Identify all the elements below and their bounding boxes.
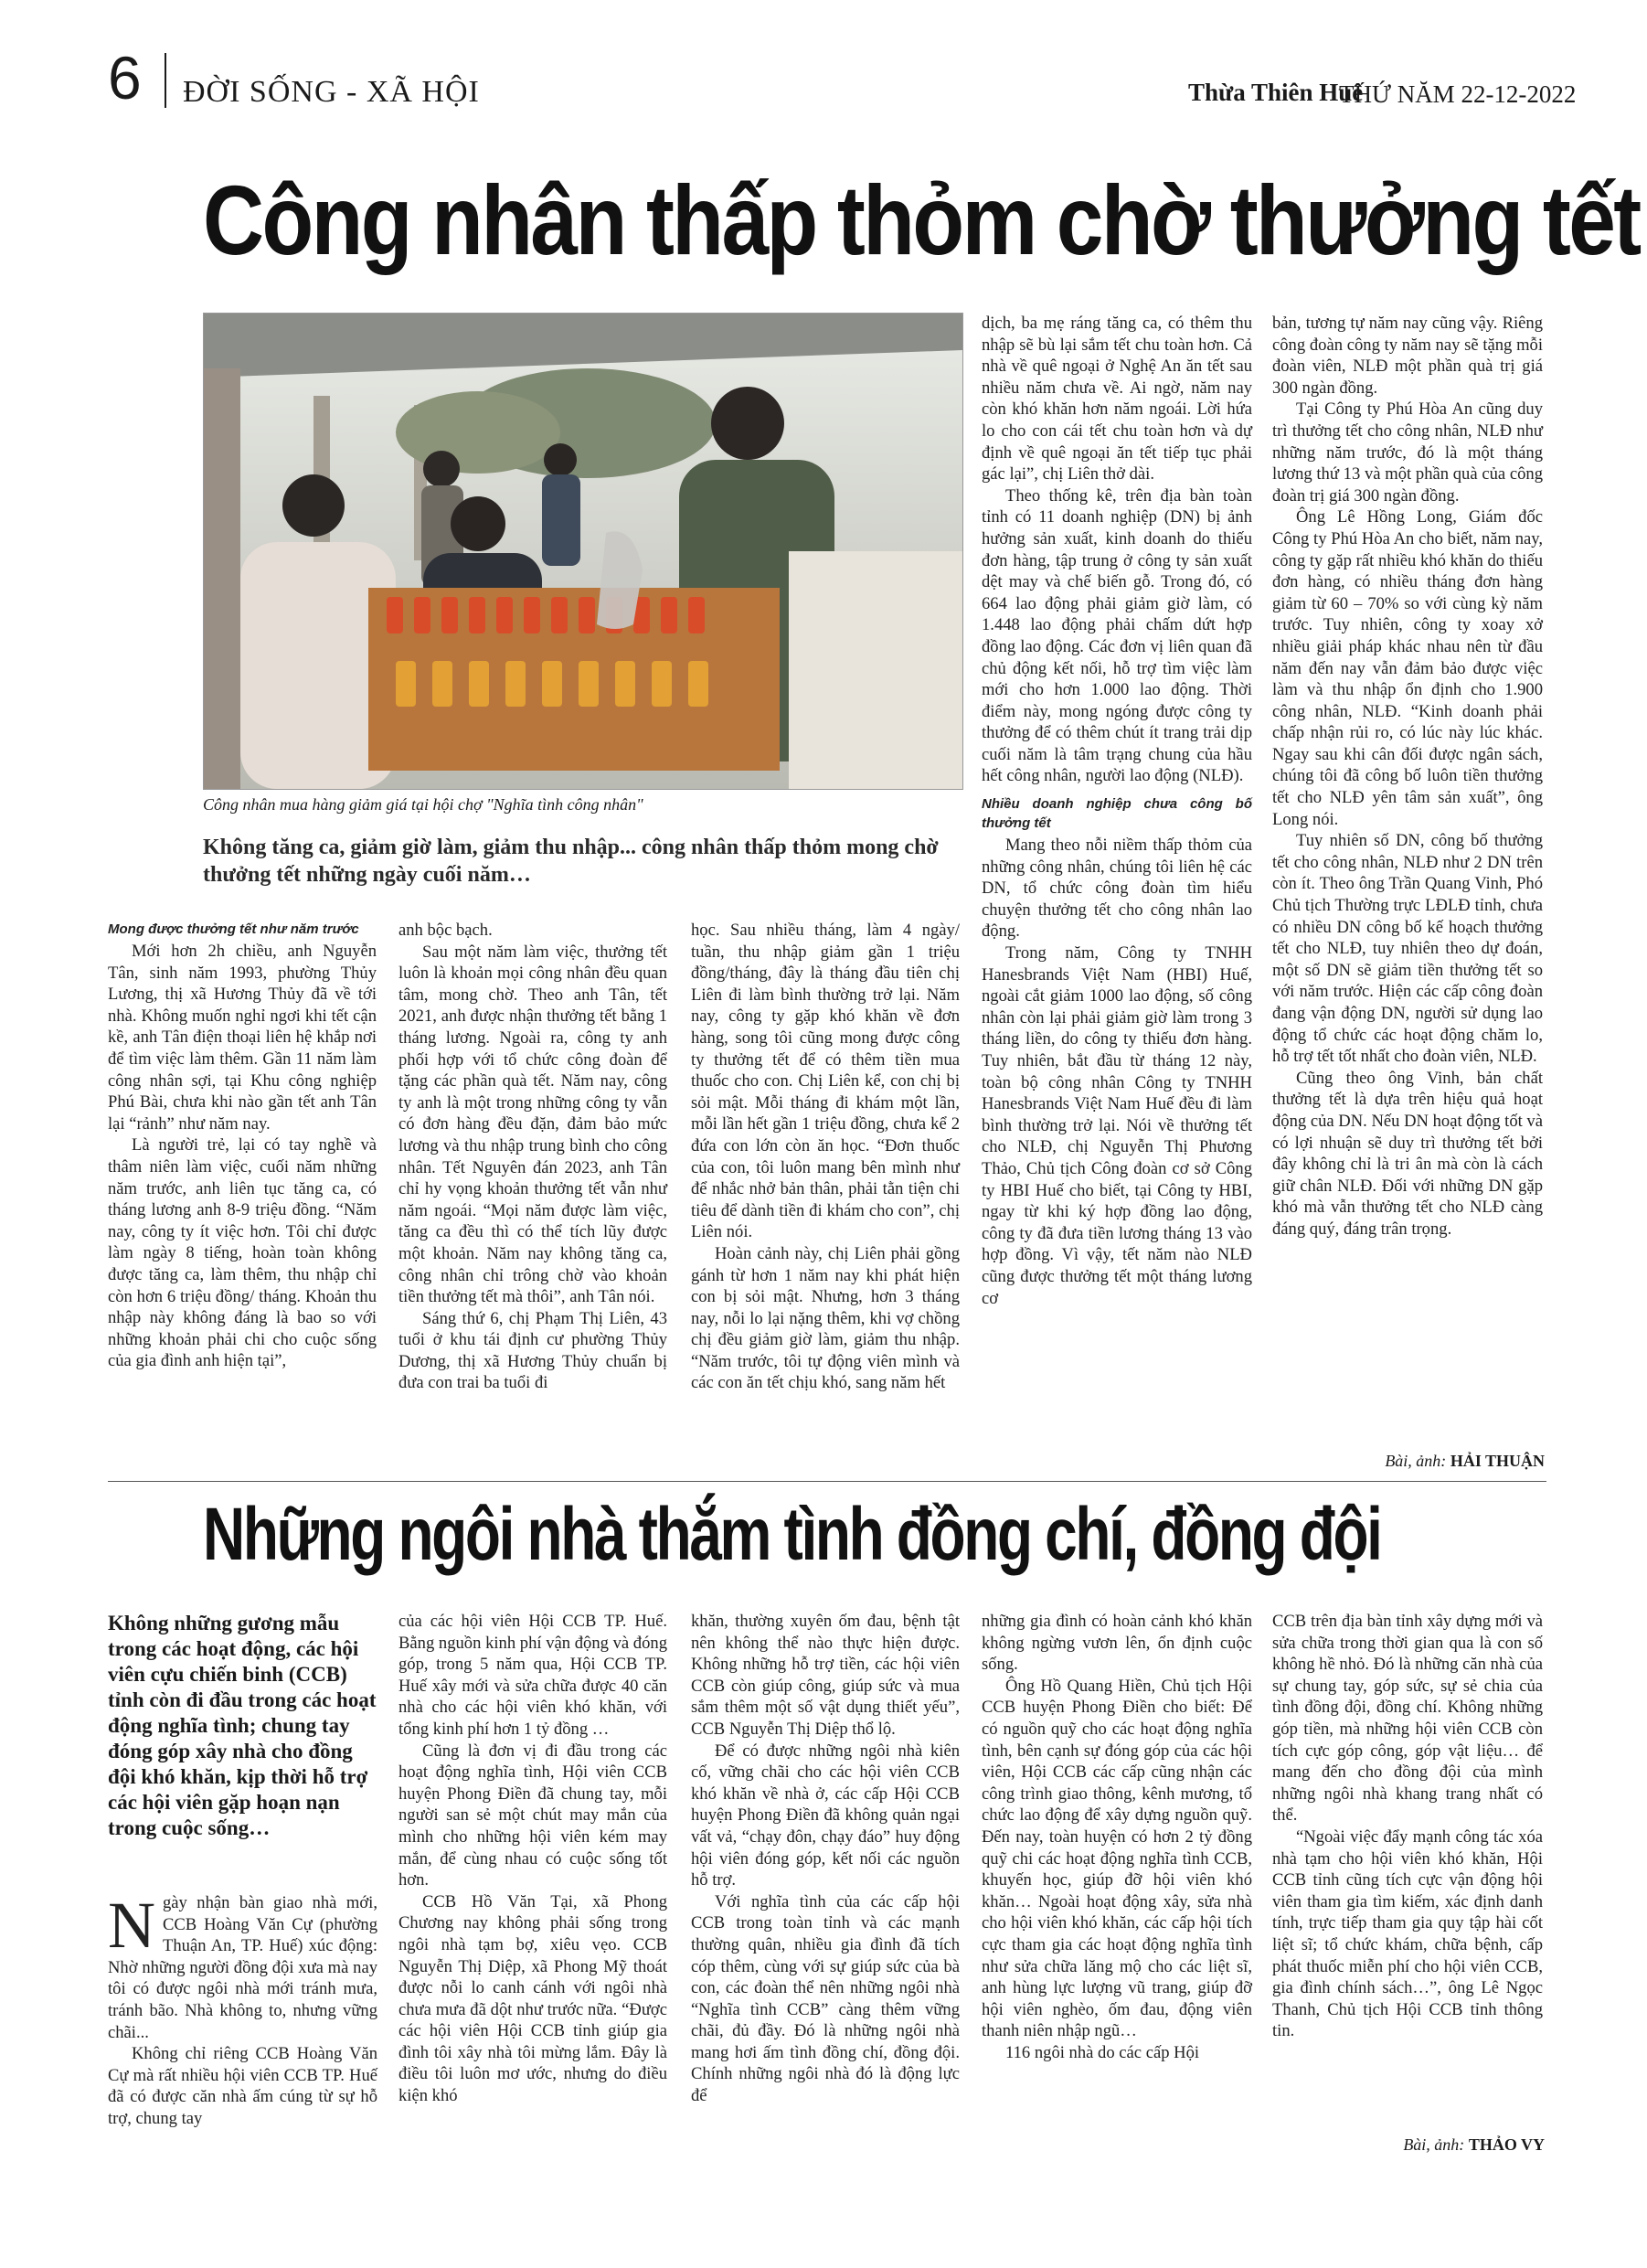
article-2-column-3 [691,1611,960,2107]
article-2-column-2 [398,1611,667,2107]
article-1-column-3 [691,920,960,1394]
market-scene-illustration [204,314,962,789]
byline-prefix: Bài, ảnh: [1385,1452,1447,1470]
newspaper-name: Thừa Thiên Huế [1188,79,1364,106]
article-2-lead: Không những gương mẫu trong các hoạt động, các hội viên cựu chiến binh (CCB) tỉnh còn đi đầu trong các hoạt động nghĩa tình; chung tay đóng góp xây nhà cho đồng đội khó khăn, kịp thời hỗ trợ các hội viên gặp hoạn nạn trong cuộc sống… [108,1612,377,1839]
article-1-subhead-2: Nhiều doanh nghiệp chưa công bố thưởng tết [982,796,1252,832]
paragraph: CCB Hồ Văn Tại, xã Phong Chương nay không phải sống trong ngôi nhà tạm bợ, xiêu vẹo. CCB Nguyễn Thị Diệp, xã Phong Mỹ thoát được nỗi lo canh cánh với ngôi nhà chưa mưa đã dột như trước nữa. “Được các hội viên Hội CCB tỉnh giúp gia đình tôi xây nhà tôi mừng lắm. Đây là điều tôi luôn mơ ước, nhưng do điều kiện khó [398,1891,667,2106]
paragraph: học. Sau nhiều tháng, làm 4 ngày/ tuần, thu nhập giảm gần 1 triệu đồng/tháng, đây là tháng đầu tiên chị Liên đi làm bình thường trở lại. Năm nay, công ty gặp khó khăn về đơn hàng, song tôi cũng mong được công ty thưởng tết để có thêm tiền mua thuốc cho con. Chị Liên kể, con chị bị sỏi mật. Mỗi tháng đi khám một lần, mỗi lần hết gần 1 triệu đồng, chưa kể 2 đứa con lớn còn ăn học. “Đơn thuốc của con, tôi luôn mang bên mình như để nhắc nhở bản thân, phải tằn tiện chi tiêu để dành tiền đi khám cho con”, chị Liên nói. [691,921,960,1242]
paragraph: Tại Công ty Phú Hòa An cũng duy trì thưởng tết cho công nhân, NLĐ như những năm trước, đó là một tháng lương thứ 13 và một phần quà của công đoàn trị giá 300 ngàn đồng. [1272,399,1543,506]
article-1-lead: Không tăng ca, giảm giờ làm, giảm thu nhập... công nhân thấp thỏm mong chờ thưởng tết những ngày cuối năm… [203,836,939,887]
paragraph: Tuy nhiên số DN, công bố thưởng tết cho công nhân, NLĐ như 2 DN trên còn ít. Theo ông Trần Quang Vinh, Phó Chủ tịch Thường trực LĐLĐ tỉnh, chưa có nhiều DN công bố kế hoạch thưởng tết cho NLĐ, tuy nhiên theo dự đoán, một số DN sẽ giảm tiền thưởng tết so với năm trước. Hiện các cấp công đoàn đang vận động DN, người sử dụng lao động tổ chức các hoạt động chăm lo, hỗ trợ tết tốt nhất cho đoàn viên, NLĐ. [1272,831,1543,1067]
article-1-photo [203,313,963,790]
paragraph [108,1889,377,2043]
paragraph: bản, tương tự năm nay cũng vậy. Riêng công đoàn công ty năm nay sẽ tặng mỗi đoàn viên, NLĐ một phần quà trị giá 300 ngàn đồng. [1272,314,1543,398]
paragraph: Là người trẻ, lại có tay nghề và thâm niên làm việc, cuối năm những năm trước, anh liên tục tăng ca, có tháng lương anh 8-9 triệu đồng. “Năm nay, công ty ít việc hơn. Tôi chỉ được làm ngày 8 tiếng, hoàn toàn không được tăng ca, làm thêm, thu nhập chỉ còn hơn 6 triệu đồng/ tháng. Khoản thu nhập này không đáng là bao so với những khoản phải chi cho cuộc sống của gia đình anh hiện tại”, [108,1135,377,1371]
article-1-column-2 [398,920,667,1394]
photo-caption: Công nhân mua hàng giảm giá tại hội chợ "Nghĩa tình công nhân" [203,795,643,814]
paragraph: CCB trên địa bàn tỉnh xây dựng mới và sửa chữa trong thời gian qua là con số không hề nhỏ. Đó là những căn nhà của sự chung tay, góp sức, sự sẻ chia của tình đồng đội, đồng chí. Không những góp tiền, mà những hội viên CCB còn tích cực góp công, góp vật liệu… để mang đến cho đồng đội của mình những ngôi nhà khang trang nhất có thể. [1272,1612,1543,1826]
paragraph: “Ngoài việc đẩy mạnh công tác xóa nhà tạm cho hội viên khó khăn, Hội CCB tỉnh cũng tích cực vận động hội viên tham gia tìm kiếm, xác định danh tính, trực tiếp tham gia quy tập hài cốt liệt sĩ; tổ chức khám, chữa bệnh, cấp phát thuốc miễn phí cho hội viên CCB, gia đình chính sách…”, ông Lê Ngọc Thanh, Chủ tịch Hội CCB tỉnh thông tin. [1272,1826,1543,2041]
paragraph: Sau một năm làm việc, thưởng tết luôn là khoản mọi công nhân đều quan tâm, mong chờ. Theo anh Tân, tết 2021, anh được nhận thưởng tết bằng 1 tháng lương. Ngoài ra, công ty anh phối hợp với tổ chức công đoàn để tặng các phần quà tết. Năm nay, công ty anh là một trong những công ty vẫn có đơn hàng đều đặn, đảm bảo mức lương và thu nhập trung bình cho công nhân. Tết Nguyên đán 2023, anh Tân chỉ hy vọng khoản thưởng tết vẫn như năm ngoái. “Mọi năm được làm việc, tăng ca đều thì có thể tích lũy được một khoản. Năm nay không tăng ca, công nhân chỉ trông chờ vào khoản tiền thưởng tết mà thôi”, anh Tân nói. [398,942,667,1307]
article-2-column-4 [982,1611,1252,2063]
paragraph: dịch, ba mẹ ráng tăng ca, có thêm thu nhập sẽ bù lại sắm tết chu toàn hơn. Cả nhà về quê ngoại ở Nghệ An ăn tết sau nhiều năm chưa về. Ai ngờ, năm nay còn khó khăn hơn năm ngoái. Lời hứa lo cho con cái tết chu toàn hơn và dự định về quê ngoại ăn tết tiếp tục phải gác lại”, chị Liên thở dài. [982,314,1252,484]
paragraph: Hoàn cảnh này, chị Liên phải gồng gánh từ hơn 1 năm nay khi phát hiện con bị sỏi mật. Nhưng, hơn 3 tháng nay, nỗi lo lại nặng thêm, khi vợ chồng chị đều giảm giờ làm, giảm thu nhập. “Năm trước, tôi tự động viên mình và các con ăn tết chịu khó, sang năm hết [691,1243,960,1393]
paragraph: Không chỉ riêng CCB Hoàng Văn Cự mà rất nhiều hội viên CCB TP. Huế đã có được căn nhà ấm cúng từ sự hỗ trợ, chung tay [108,2044,377,2128]
paragraph: Để có được những ngôi nhà kiên cố, vững chãi cho các hội viên CCB khó khăn về nhà ở, các cấp Hội CCB huyện Phong Điền đã không quản ngại vất vả, “chạy đôn, chạy đáo” huy động hội viên đóng góp, kết nối các nguồn hỗ trợ. [691,1741,960,1890]
paragraph: Ông Lê Hồng Long, Giám đốc Công ty Phú Hòa An cho biết, năm nay, công ty gặp rất nhiều khó khăn do thiếu đơn hàng, có nhiều tháng đơn hàng giảm từ 60 – 70% so với cùng kỳ năm trước. Tuy nhiên, công ty xoay xở nhiều giải pháp khác nhau nên từ đầu năm đến nay vẫn đảm bảo được việc làm và thu nhập ổn định cho 1.900 công nhân, NLĐ. “Kinh doanh phải chấp nhận rủi ro, có lúc này lúc khác. Ngay sau khi cân đối được ngân sách, chúng tôi đã công bố luôn tiền thưởng tết cho NLĐ yên tâm sản xuất”, ông Long nói. [1272,507,1543,829]
article-1-column-4 [982,313,1252,1309]
paragraph: Ông Hồ Quang Hiền, Chủ tịch Hội CCB huyện Phong Điền cho biết: Để có nguồn quỹ cho các hoạt động nghĩa tình, bên cạnh sự đóng góp của các hội viên, Hội CCB các cấp cũng nhận các công trình giao thông, kênh mương, tổ chức lao động để xây dựng nguồn quỹ. Đến nay, toàn huyện có hơn 2 tỷ đồng quỹ chi các hoạt động nghĩa tình CCB, khuyến học, giúp đỡ hội viên khó khăn… Ngoài hoạt động xây, sửa nhà cho hội viên khó khăn, các cấp hội tích cực tham gia các hoạt động nghĩa tình như sửa chữa lăng mộ cho các liệt sĩ, anh hùng lực lượng vũ trang, giúp đỡ hội viên nghèo, ốm đau, động viên thanh niên nhập ngũ… [982,1676,1252,2041]
article-1-headline: Công nhân thấp thỏm chờ thưởng tết [203,165,1640,275]
paragraph: Theo thống kê, trên địa bàn toàn tỉnh có 11 doanh nghiệp (DN) bị ảnh hưởng sản xuất, kinh doanh do thiếu đơn hàng, tập trung ở công ty sản xuất dệt may và chế biến gỗ. Trong đó, có 664 lao động phải giảm giờ làm, có 1.448 lao động phải chấm dứt hợp đồng lao động. Các đơn vị liên quan đã chủ động kết nối, hỗ trợ tìm việc làm mới cho hơn 1.000 lao động. Thời điểm này, mong ngóng được công ty thưởng để có thêm chút ít trang trải dịp cuối năm là tâm trạng chung của hầu hết công nhân, người lao động (NLĐ). [982,485,1252,786]
paragraph: Cũng theo ông Vinh, bản chất thưởng tết là dựa trên hiệu quả hoạt động của DN. Nếu DN hoạt động tốt và có lợi nhuận sẽ duy trì thưởng tết bởi đây không chỉ là tri ân mà còn là cách giữ chân NLĐ. Đối với những DN gặp khó mà vẫn thưởng tết cho NLĐ càng đáng quý, đáng trân trọng. [1272,1068,1543,1239]
paragraph: Trong năm, Công ty TNHH Hanesbrands Việt Nam (HBI) Huế, ngoài cắt giảm 1000 lao động, số công nhân còn lại phải giảm giờ làm trong 3 tháng liền, do công ty thiếu đơn hàng. Tuy nhiên, bắt đầu từ tháng 12 này, toàn bộ công nhân Công ty TNHH Hanesbrands Việt Nam Huế đều đi làm bình thường trở lại. Nói về thưởng tết cho NLĐ, chị Nguyễn Thị Phương Thảo, Chủ tịch Công đoàn cơ sở Công ty HBI Huế cho biết, tại Công ty HBI, ngay từ khi ký hợp đồng lao động, công ty đã đưa tiền lương tháng 13 vào hợp đồng. Vì vậy, tết năm nào NLĐ cũng được thưởng tết một tháng lương cơ [982,943,1252,1308]
paragraph: Với nghĩa tình của các cấp hội CCB trong toàn tỉnh và các mạnh thường quân, nhiều gia đình đã tích cóp thêm, cùng với sự giúp sức của bà con, các đoàn thể nên những ngôi nhà “Nghĩa tình CCB” càng thêm vững chãi, đủ đầy. Đó là những ngôi nhà mang hơi ấm tình đồng chí, đồng đội. Chính những ngôi nhà đó là động lực để [691,1891,960,2106]
article-1-column-5 [1272,313,1543,1240]
article-2-column-5 [1272,1611,1543,2042]
byline-author: THẢO VY [1468,2135,1545,2154]
drop-cap: N [108,1889,155,1962]
paragraph: của các hội viên Hội CCB TP. Huế. Bằng nguồn kinh phí vận động và đóng góp, trong 5 năm qua, Hội CCB TP. Huế xây mới và sửa chữa được 40 căn nhà cho các hội viên khó khăn, với tổng kinh phí hơn 1 tỷ đồng … [398,1612,667,1739]
article-divider [108,1481,1546,1482]
paragraph: Cũng là đơn vị đi đầu trong các hoạt động nghĩa tình, Hội viên CCB huyện Phong Điền đã chung tay, mỗi người san sẻ một chút may mắn của mình cho những hội viên kém may mắn, để cùng nhau có cuộc sống tốt hơn. [398,1741,667,1890]
article-2-column-1 [108,1889,377,2130]
article-1-column-1 [108,920,377,1372]
article-1-byline [1316,1452,1545,1471]
issue-date: THỨ NĂM 22-12-2022 [1339,80,1577,108]
section-title: ĐỜI SỐNG - XÃ HỘI [183,75,480,109]
paragraph: anh bộc bạch. [398,921,493,940]
paragraph: Mới hơn 2h chiều, anh Nguyễn Tân, sinh năm 1993, phường Thủy Lương, thị xã Hương Thủy đã về tới nhà. Không muốn nghỉ ngơi khi tết cận kề, anh Tân điện thoại liên hệ khắp nơi để tìm việc làm thêm. Gần 11 năm làm công nhân sợi, tại Khu công nghiệp Phú Bài, chưa khi nào gần tết anh Tân lại “rảnh” như năm nay. [108,942,377,1134]
paragraph: khăn, thường xuyên ốm đau, bệnh tật nên không thể nào thực hiện được. Không những hỗ trợ tiền, các hội viên CCB còn giúp công, giúp sức và mua sắm thêm một số vật dụng thiết yếu”, CCB Nguyễn Thị Diệp thổ lộ. [691,1612,960,1739]
byline-prefix: Bài, ảnh: [1403,2135,1465,2154]
article-2-byline [1316,2135,1545,2155]
paragraph: Sáng thứ 6, chị Phạm Thị Liên, 43 tuổi ở khu tái định cư phường Thủy Dương, thị xã Hương Thủy chuẩn bị đưa con trai ba tuổi đi [398,1308,667,1393]
page-number: 6 [108,44,142,112]
paragraph-text: gày nhận bàn giao nhà mới, CCB Hoàng Văn Cự (phường Thuận An, TP. Huế) xúc động: Nhờ những người đồng đội xưa mà nay tôi có được ngôi nhà mới tránh mưa, tránh bão. Nhà không to, nhưng vững chãi... [108,1893,377,2042]
paragraph: 116 ngôi nhà do các cấp Hội [1005,2042,1200,2062]
header-divider [165,53,166,108]
article-1-subhead-1: Mong được thưởng tết như năm trước [108,921,359,937]
article-2-headline: Những ngôi nhà thắm tình đồng chí, đồng đội [203,1493,1381,1576]
paragraph: Mang theo nỗi niềm thấp thỏm của những công nhân, chúng tôi liên hệ các DN, tổ chức công đoàn tìm hiểu chuyện thưởng tết cho công nhân lao động. [982,836,1252,942]
byline-author: HẢI THUẬN [1450,1452,1545,1470]
paragraph: những gia đình có hoàn cảnh khó khăn không ngừng vươn lên, ổn định cuộc sống. [982,1612,1252,1675]
